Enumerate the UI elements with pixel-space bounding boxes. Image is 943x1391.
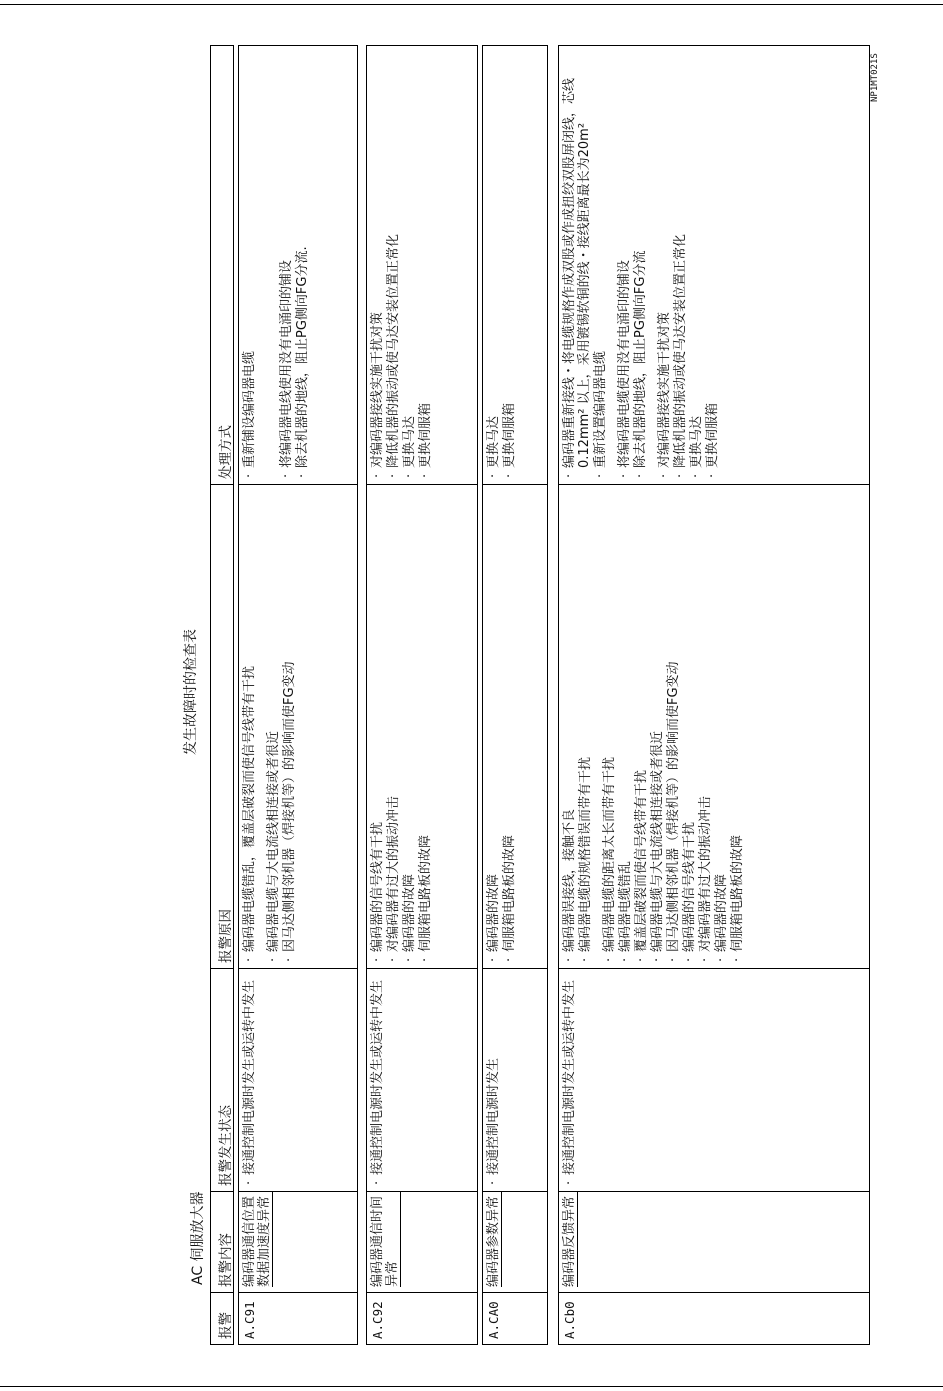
action-item: · 对编码器接线实施干扰对策 xyxy=(657,49,672,479)
alarm-state xyxy=(483,968,547,1191)
cause-item: · 编码器的信号线有干扰 xyxy=(370,490,385,963)
alarm-actions xyxy=(239,44,357,484)
action-item: · 更换马达 xyxy=(486,49,501,479)
header-content: 报警内容 xyxy=(211,1191,233,1292)
cause-item: · 对编码器有过大的振动冲击 xyxy=(698,490,713,963)
cause-item: · 编码器的故障 xyxy=(486,490,501,963)
cause-item: · 因马达侧相邻机器（焊接机等）的影响而使FG变动 xyxy=(282,490,297,963)
header-action: 处理方式 xyxy=(218,425,234,479)
action-item: · 重新设置编码器电缆 xyxy=(593,49,608,479)
cause-item: · 伺服箱电路板的故障 xyxy=(418,490,433,963)
cause-item: · 编码器电缆与大电流线相连接或者很近 xyxy=(266,490,281,963)
alarm-content-text: 编码器通信位置数据加速度异常 xyxy=(242,1191,273,1287)
section-title: AC 伺服放大器 xyxy=(190,1191,206,1285)
action-item: · 重新铺设编码器电缆 xyxy=(242,49,257,479)
bottom-rule xyxy=(0,1386,943,1387)
header-state: 报警发生状态 xyxy=(211,968,233,1191)
alarm-causes xyxy=(239,484,357,968)
action-item: · 更换伺服箱 xyxy=(705,49,720,479)
action-item: · 更换伺服箱 xyxy=(418,49,433,479)
cause-item: · 编码器误接线，接触不良 xyxy=(562,490,577,963)
action-item: · 将编码器电缆使用没有电涌印的铺设 xyxy=(617,49,632,479)
cause-item: · 编码器的故障 xyxy=(402,490,417,963)
alarm-content xyxy=(483,1191,547,1292)
state-item: · 接通控制电源时发生或运转中发生 xyxy=(562,974,577,1186)
header-cause: 报警原因 xyxy=(211,484,233,968)
cause-item: · 编码器电缆的距离太长而带有干扰 xyxy=(602,490,617,963)
alarm-state xyxy=(239,968,357,1191)
table-row xyxy=(366,45,478,1345)
alarm-content-text: 编码器参数异常 xyxy=(486,1191,502,1287)
cause-item: · 编码器电缆错乱 xyxy=(618,490,633,963)
figure-code-text: NP1MT021S xyxy=(870,53,880,102)
alarm-code: A.CA0 xyxy=(483,1292,547,1344)
page-title: 发生故障时的检查表 xyxy=(183,629,199,755)
cause-item: · 伺服箱电路板的故障 xyxy=(730,490,745,963)
cause-item: · 编码器的信号线有干扰 xyxy=(682,490,697,963)
alarm-causes xyxy=(367,484,477,968)
action-item: · 更换伺服箱 xyxy=(502,49,517,479)
cause-item: · 编码器电缆错乱，覆盖层破裂而使信号线带有干扰 xyxy=(242,490,257,963)
action-item: · 降低机器的振动或使马达安装位置正常化 xyxy=(386,49,401,479)
cause-item: · 覆盖层破裂而使信号线带有干扰 xyxy=(634,490,649,963)
action-item: · 降低机器的振动或使马达安装位置正常化 xyxy=(673,49,688,479)
alarm-actions xyxy=(367,44,477,484)
cause-item: · 对编码器有过大的振动冲击 xyxy=(386,490,401,963)
alarm-code: A.Cb0 xyxy=(559,1292,869,1344)
alarm-content xyxy=(239,1191,357,1292)
top-rule xyxy=(0,4,943,5)
action-item: · 对编码器接线实施干扰对策 xyxy=(370,49,385,479)
rotated-page-content xyxy=(180,15,880,1345)
cause-item: · 伺服箱电路板的故障 xyxy=(502,490,517,963)
cause-item: · 编码器电缆与大电流线相连接或者很近 xyxy=(650,490,665,963)
cause-item: · 因马达侧相邻机器（焊接机等）的影响而使FG变动 xyxy=(666,490,681,963)
action-item: · 除去机器的地线，阻止PG侧向FG分流. xyxy=(295,49,310,479)
alarm-actions xyxy=(483,44,547,484)
state-item: · 接通控制电源时发生或运转中发生 xyxy=(370,974,385,1186)
alarm-state xyxy=(559,968,869,1191)
state-item: · 接通控制电源时发生 xyxy=(486,974,501,1186)
alarm-code: A.C91 xyxy=(239,1292,357,1344)
header-alarm: 报警 xyxy=(211,1292,233,1344)
alarm-content xyxy=(367,1191,477,1292)
action-item: · 编码器重新接线・将电缆规格作成双股或作成扭绞双股屏闭线，芯线0.12mm² 以上，采用镀锡软铜的线・接线距离最长为20m² xyxy=(562,49,592,479)
alarm-actions xyxy=(559,44,869,484)
cause-item: · 编码器的故障 xyxy=(714,490,729,963)
alarm-content-text: 编码器反馈异常 xyxy=(562,1191,578,1287)
table-header xyxy=(210,45,234,1345)
alarm-code: A.C92 xyxy=(367,1292,477,1344)
action-item: · 更换马达 xyxy=(402,49,417,479)
alarm-causes xyxy=(559,484,869,968)
table-row xyxy=(558,45,870,1345)
action-item: · 将编码器电线使用没有电涌印的铺设 xyxy=(279,49,294,479)
alarm-content xyxy=(559,1191,869,1292)
table-row xyxy=(238,45,358,1345)
action-item: · 更换马达 xyxy=(689,49,704,479)
table-row xyxy=(482,45,548,1345)
action-item: · 除去机器的地线，阻止PG侧向FG分流 xyxy=(633,49,648,479)
alarm-causes xyxy=(483,484,547,968)
alarm-content-text: 编码器通信时间异常 xyxy=(370,1191,401,1287)
alarm-state xyxy=(367,968,477,1191)
cause-item: · 编码器电缆的规格错误而带有干扰 xyxy=(578,490,593,963)
state-item: · 接通控制电源时发生或运转中发生 xyxy=(242,974,257,1186)
